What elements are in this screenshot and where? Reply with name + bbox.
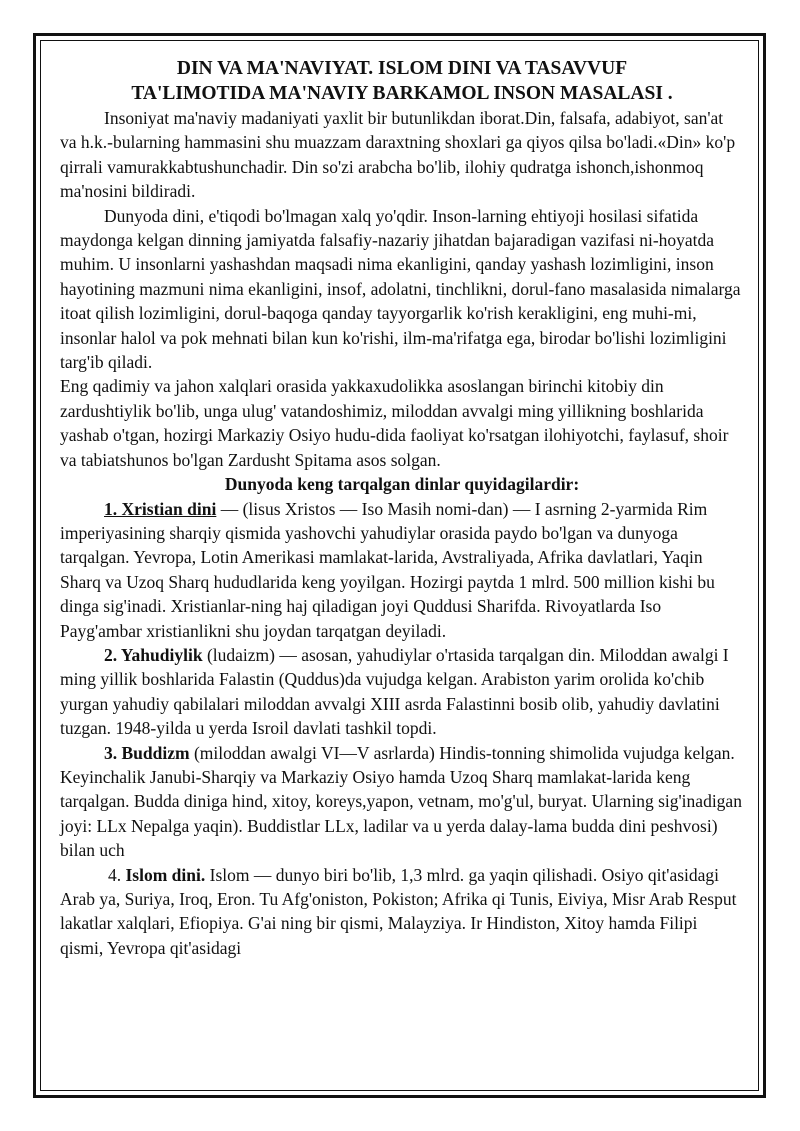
list-item-buddhism [60,741,744,863]
document-title [60,56,744,106]
item-buddhism-label: 3. Buddizm [104,742,190,763]
paragraph-zoroastrianism: Eng qadimiy va jahon xalqlari orasida yakkaxudolikka asoslangan birinchi kitobiy din zardushtiylik bo'lib, unga ulug' vatandoshimiz, miloddan avvalgi ming yillikning boshlarida yashab o'tgan, hozirgi Markaziy Osiyo hudu-dida faoliyat ko'rsatgan ilohiyotchi, faylasuf, shoir va tabiatshunos bo'lgan Zardusht Spitama asos solgan. [60,376,729,470]
list-item-christianity [60,497,744,643]
item-buddhism-text: (miloddan awalgi VI—V asrlarda) Hindis-tonning shimolida vujudga kelgan. Keyinchalik Janubi-Sharqiy va Markaziy Osiyo hamda Uzoq Sharq mamlakat-larida keng tarqalgan. Budda diniga hind, xitoy, koreys,yapon, vetnam, mo'g'ul, buryat. Ularning sig'inadigan joyi: LLx Nepalga yaqin). Buddistlar LLx, ladilar va u yerda dalay-lama budda dini peshvosi) bilan uch [60,742,742,861]
item-islam-text: Islom — dunyo biri bo'lib, 1,3 mlrd. ga yaqin qilishadi. Osiyo qit'asidagi Arab ya, Suriya, Iroq, Eron. Tu Afg'oniston, Pokiston; Afrika qi Tunis, Eiviya, Misr Arab Resput lakatlar xalqlari, Efiopiya. G'ai ning bir qismi, Malayziya. Ir Hindiston, Xitoy hamda Filipi qismi, Yevropa qit'asidagi [60,864,737,958]
paragraph-religion-role: Dunyoda dini, e'tiqodi bo'lmagan xalq yo'qdir. Inson-larning ehtiyoji hosilasi sifatida maydonga kelgan dinning jamiyatda falsafiy-nazariy jihatdan bajaradigan vazifasi ni-hoyatda muhim. U insonlarni yashashdan maqsadi nima ekanligini, qanday yashash lozimligini, inson hayotining mazmuni nima ekanligini, insof, adolatni, tinchlikni, dorul-fano masalasida nimalarga itoat qilish lozimligini, dorul-baqoga qanday tayyorgarlik ko'rish kerakligini, eng muhi-mi, insonlar halol va pok mehnati bilan kun ko'rishi, ilm-ma'rifatga ega, birodar bo'lishi lozimligini targ'ib qiladi. [60,205,741,373]
item-islam-number: 4. [108,864,126,885]
item-islam-label: Islom dini. [125,864,206,885]
list-item-judaism [60,643,744,741]
section-subheading: Dunyoda keng tarqalgan dinlar quyidagilardir: [224,474,580,495]
document-page [60,56,744,960]
item-judaism-text: (ludaizm) — asosan, yahudiylar o'rtasida tarqalgan din. Miloddan awalgi I ming yillik boshlarida Falastin (Quddus)da vujudga kelgan. Arabiston yarim orolida ko'chib yurgan yahudiy qabilalari miloddan avvalgi XIII asrda Falastinni bosib olib, yahudiy davlatini tuzgan. 1948-yilda u yerda Isroil davlati tashkil topdi. [60,644,729,739]
title-line-1: DIN VA MA'NAVIYAT. ISLOM DINI VA TASAVVUF [176,58,628,79]
list-item-islam [60,863,744,961]
item-judaism-label: 2. Yahudiylik [104,644,203,665]
item-christianity-text: — (lisus Xristos — Iso Masih nomi-dan) — I asrning 2-yarmida Rim imperiyasining sharqiy qismida yashovchi yahudiylar orasida paydo bo'lgan va dunyoga tarqalgan. Yevropa, Lotin Amerikasi mamlakat-larida, Avstraliyada, Afrika davlatlari, Yaqin Sharq va Uzoq Sharq hududlarida keng yoyilgan. Hozirgi paytda 1 mlrd. 500 million kishi bu dinga sig'inadi. Xristianlar-ning haj qiladigan joyi Quddusi Sharifda. Rivoyatlarda Iso Payg'ambar xristianlikni shu joydan tarqatgan deyiladi. [60,498,715,641]
paragraph-intro: Insoniyat ma'naviy madaniyati yaxlit bir butunlikdan iborat.Din, falsafa, adabiyot, san'at va h.k.-bularning hammasini shu muazzam daraxtning shoxlari ga qiyos qilsa bo'ladi.«Din» ko'p qirrali vamurakkabtushunchadir. Din so'zi arabcha bo'lib, ilohiy qudratga ishonch,ishonmoq ma'nosini bildiradi. [60,108,736,202]
title-line-2: TA'LIMOTIDA MA'NAVIY BARKAMOL INSON MASALASI . [131,83,673,104]
item-christianity-label: 1. Xristian dini [104,498,217,519]
